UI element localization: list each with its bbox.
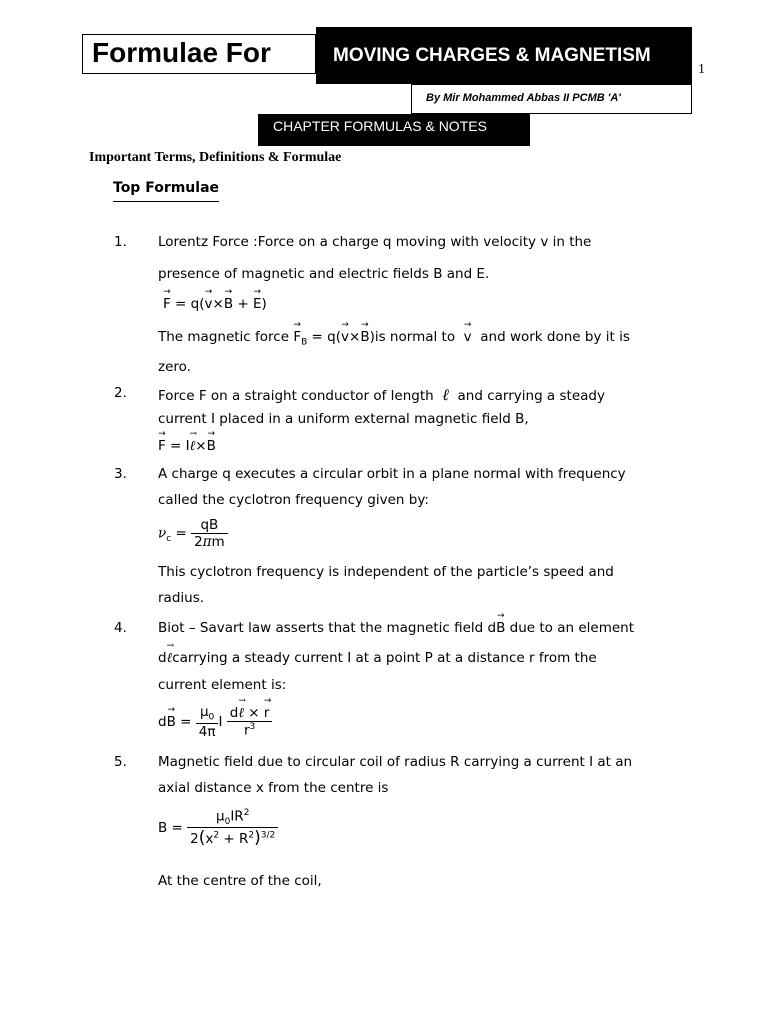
- formula-cyclotron-frequency: $\nu_c$ = $\frac{qB}{2\pi m}$: [158, 517, 228, 550]
- item-text: presence of magnetic and electric fields B and E.: [158, 266, 490, 282]
- item-text: radius.: [158, 590, 205, 606]
- author-credit: By Mir Mohammed Abbas II PCMB 'A': [411, 84, 692, 114]
- item-text: d→ ℓcarrying a steady current I at a point P at a distance r from the: [158, 650, 597, 666]
- item-number: 2.: [114, 385, 127, 401]
- subsection-heading: Top Formulae: [113, 180, 219, 202]
- item-text: A charge q executes a circular orbit in a plane normal with frequency: [158, 466, 626, 482]
- item-number: 5.: [114, 754, 127, 770]
- page-number: 1: [698, 62, 705, 77]
- item-text: axial distance x from the centre is: [158, 780, 389, 796]
- item-text: Lorentz Force :Force on a charge q moving with velocity v in the: [158, 234, 592, 250]
- item-number: 4.: [114, 620, 127, 636]
- formula-lorentz-force: → F = q(→ v×→ B + → E): [163, 296, 267, 312]
- formula-force-conductor: → F = I→ ℓ×→ B: [158, 438, 216, 454]
- item-text: Force F on a straight conductor of length ℓ and carrying a steady: [158, 385, 605, 404]
- item-text: called the cyclotron frequency given by:: [158, 492, 429, 508]
- title-chapter-name: MOVING CHARGES & MAGNETISM: [316, 27, 692, 84]
- item-text: The magnetic force → $F_B = q(\to v\times\to B)is$ normal to → v and work done by it is: [158, 329, 630, 348]
- item-text: Biot – Savart law asserts that the magnetic field d→ B due to an element: [158, 620, 634, 636]
- item-text: current I placed in a uniform external magnetic field B,: [158, 411, 529, 427]
- formula-coil-axial-field: B = $\frac{\mu_0IR^2}{2(x^2 + R^2)^{3/2}}$: [158, 808, 278, 848]
- chapter-notes-banner: CHAPTER FORMULAS & NOTES: [258, 114, 530, 146]
- title-formulae-for: Formulae For: [82, 34, 316, 74]
- item-number: 1.: [114, 234, 127, 250]
- formula-biot-savart: d→ B = $\frac{\mu_0}{4\pi}$ I $\frac{\text{d→ ℓ × → r}}{r^3}$: [158, 704, 272, 740]
- item-text: This cyclotron frequency is independent of the particle’s speed and: [158, 564, 614, 580]
- item-text: current element is:: [158, 677, 287, 693]
- item-text: At the centre of the coil,: [158, 873, 322, 889]
- item-text: Magnetic field due to circular coil of radius R carrying a current I at an: [158, 754, 633, 770]
- item-text: zero.: [158, 359, 191, 375]
- section-heading: Important Terms, Definitions & Formulae: [89, 150, 342, 165]
- item-number: 3.: [114, 466, 127, 482]
